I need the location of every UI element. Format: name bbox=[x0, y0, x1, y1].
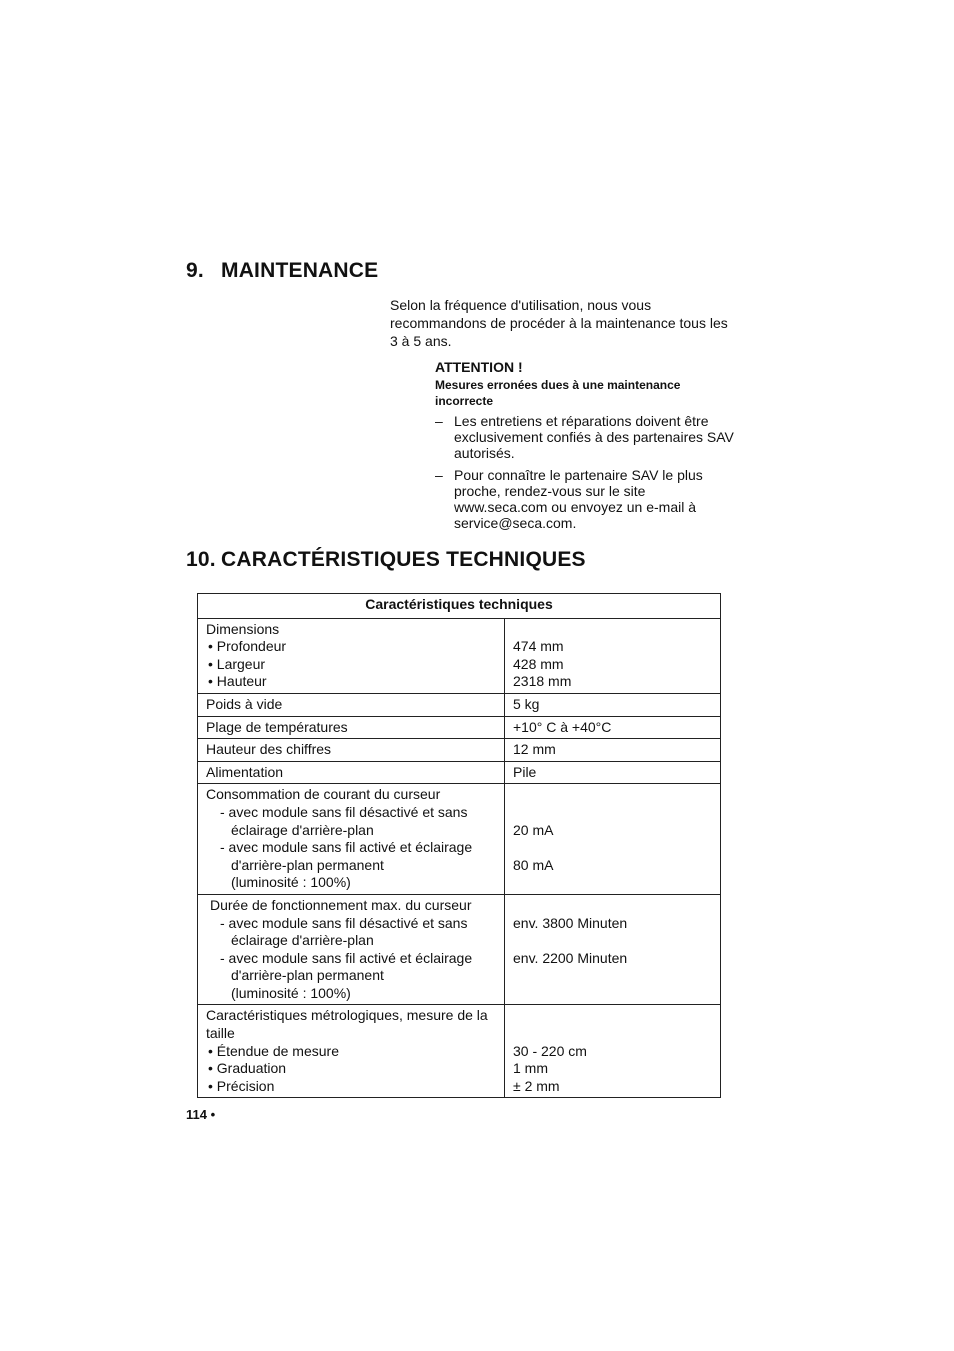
consommation-line: (luminosité : 100%) bbox=[231, 874, 351, 891]
section-10-heading bbox=[186, 548, 586, 572]
table-row bbox=[198, 784, 721, 895]
table-header: Caractéristiques techniques bbox=[198, 594, 721, 619]
list-item bbox=[435, 413, 735, 461]
plage-value: +10° C à +40°C bbox=[505, 716, 721, 739]
alimentation-value: Pile bbox=[505, 761, 721, 784]
attention-title: ATTENTION ! bbox=[435, 359, 523, 375]
duree-line: éclairage d'arrière-plan bbox=[231, 932, 374, 949]
section-9-title: MAINTENANCE bbox=[221, 259, 379, 282]
duree-line: - avec module sans fil désactivé et sans bbox=[220, 914, 468, 931]
poids-value: 5 kg bbox=[505, 693, 721, 716]
list-item-text: Les entretiens et réparations doivent être exclusivement confiés à des partenaires SAV autorisés. bbox=[454, 413, 734, 461]
metro-value-cell bbox=[505, 1005, 721, 1098]
metro-value: 1 mm bbox=[513, 1060, 548, 1077]
consommation-line: - avec module sans fil activé et éclairage bbox=[220, 839, 473, 856]
dimensions-label-cell bbox=[198, 618, 505, 693]
dimensions-value-cell bbox=[505, 618, 721, 693]
dimension-value: 474 mm bbox=[513, 638, 564, 655]
metro-label: Caractéristiques métrologiques, mesure de la taille bbox=[206, 1007, 488, 1042]
consommation-value: 20 mA bbox=[513, 821, 554, 838]
consommation-label: Consommation de courant du curseur bbox=[206, 786, 441, 803]
metro-item: • Précision bbox=[208, 1077, 275, 1094]
duree-value-cell bbox=[505, 894, 721, 1005]
spec-table bbox=[197, 593, 721, 1098]
poids-label: Poids à vide bbox=[198, 693, 505, 716]
consommation-line: - avec module sans fil désactivé et sans bbox=[220, 803, 468, 820]
dash-marker: – bbox=[435, 413, 443, 429]
dimension-value: 428 mm bbox=[513, 655, 564, 672]
table-row bbox=[198, 739, 721, 762]
dimensions-label: Dimensions bbox=[206, 620, 280, 637]
consommation-label-cell bbox=[198, 784, 505, 895]
duree-line: - avec module sans fil activé et éclairage bbox=[220, 949, 473, 966]
table-row bbox=[198, 693, 721, 716]
duree-label-cell bbox=[198, 894, 505, 1005]
consommation-line: éclairage d'arrière-plan bbox=[231, 821, 374, 838]
list-item-text: Pour connaître le partenaire SAV le plus proche, rendez-vous sur le site www.seca.com ou envoyez un e-mail à service@seca.com. bbox=[454, 467, 703, 531]
dimension-item: • Hauteur bbox=[208, 673, 267, 690]
attention-list bbox=[435, 413, 735, 537]
hauteur-chiffres-value: 12 mm bbox=[505, 739, 721, 762]
page-number: 114 • bbox=[186, 1107, 216, 1122]
section-10-number: 10. bbox=[186, 548, 216, 571]
metro-value: 30 - 220 cm bbox=[513, 1042, 587, 1059]
duree-line: (luminosité : 100%) bbox=[231, 984, 351, 1001]
metro-item: • Graduation bbox=[208, 1060, 287, 1077]
maintenance-intro: Selon la fréquence d'utilisation, nous vous recommandons de procéder à la maintenance tous les 3 à 5 ans. bbox=[390, 297, 728, 349]
alimentation-label: Alimentation bbox=[198, 761, 505, 784]
section-9-number: 9. bbox=[186, 259, 204, 282]
section-9-heading bbox=[186, 259, 378, 283]
consommation-value-cell bbox=[505, 784, 721, 895]
metro-item: • Étendue de mesure bbox=[208, 1042, 339, 1059]
consommation-line: d'arrière-plan permanent bbox=[231, 856, 384, 873]
dimension-value: 2318 mm bbox=[513, 673, 572, 690]
duree-line: d'arrière-plan permanent bbox=[231, 967, 384, 984]
consommation-value: 80 mA bbox=[513, 856, 554, 873]
plage-label: Plage de températures bbox=[198, 716, 505, 739]
table-row bbox=[198, 618, 721, 693]
dash-marker: – bbox=[435, 467, 443, 483]
duree-value: env. 2200 Minuten bbox=[513, 949, 628, 966]
metro-label-cell bbox=[198, 1005, 505, 1098]
list-item bbox=[435, 467, 735, 531]
dimension-item: • Largeur bbox=[208, 655, 266, 672]
table-row bbox=[198, 716, 721, 739]
table-header-row bbox=[198, 594, 721, 619]
attention-subtitle: Mesures erronées dues à une maintenance incorrecte bbox=[435, 378, 681, 408]
table-row bbox=[198, 894, 721, 1005]
duree-value: env. 3800 Minuten bbox=[513, 914, 628, 931]
table-row bbox=[198, 1005, 721, 1098]
table-row bbox=[198, 761, 721, 784]
hauteur-chiffres-label: Hauteur des chiffres bbox=[198, 739, 505, 762]
duree-label: Durée de fonctionnement max. du curseur bbox=[210, 896, 472, 913]
section-10-title: CARACTÉRISTIQUES TECHNIQUES bbox=[221, 548, 586, 571]
metro-value: ± 2 mm bbox=[513, 1077, 560, 1094]
dimension-item: • Profondeur bbox=[208, 638, 287, 655]
